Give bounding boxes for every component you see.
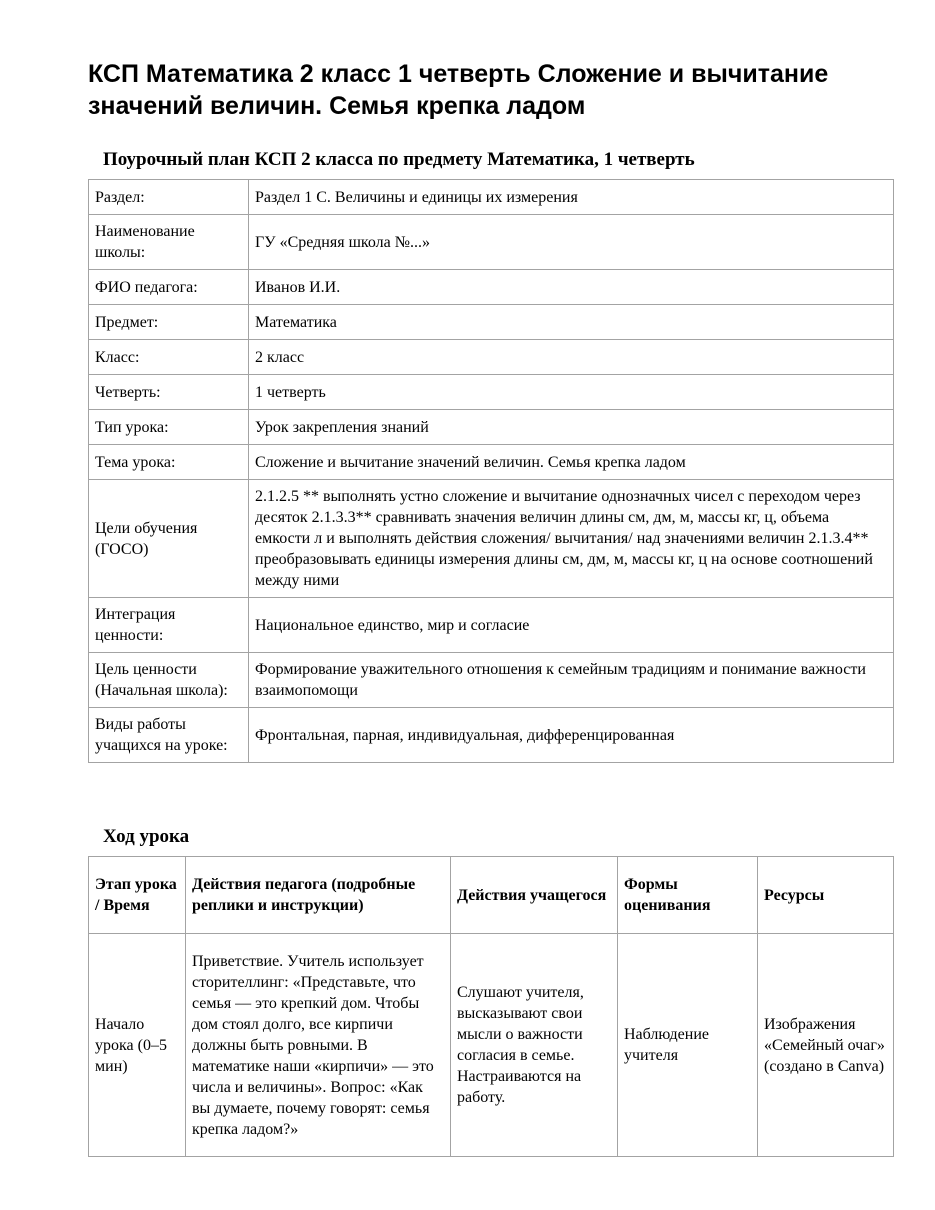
info-value: 2 класс [249,340,894,375]
info-row [89,305,894,340]
info-row [89,598,894,653]
lesson-column-header: Формы оценивания [618,857,758,934]
info-value: Национальное единство, мир и согласие [249,598,894,653]
info-row [89,445,894,480]
lesson-column-header: Действия учащегося [451,857,618,934]
lesson-cell: Слушают учителя, высказывают свои мысли о важности согласия в семье. Настраиваются на работу. [451,934,618,1157]
info-value: ГУ «Средняя школа №...» [249,215,894,270]
info-label: Цели обучения (ГОСО) [89,480,249,598]
info-row [89,653,894,708]
info-row [89,480,894,598]
info-value: Иванов И.И. [249,270,894,305]
info-value: Формирование уважительного отношения к семейным традициям и понимание важности взаимопомощи [249,653,894,708]
info-label: Раздел: [89,180,249,215]
lesson-cell: Изображения «Семейный очаг» (создано в Canva) [758,934,894,1157]
info-label: Класс: [89,340,249,375]
lesson-cell: Начало урока (0–5 мин) [89,934,186,1157]
info-row [89,410,894,445]
info-row [89,708,894,763]
document-title: КСП Математика 2 класс 1 четверть Сложение и вычитание значений величин. Семья крепка ладом [88,60,829,120]
lesson-info-table [88,179,894,763]
info-value: Математика [249,305,894,340]
info-label: Наименование школы: [89,215,249,270]
info-label: Предмет: [89,305,249,340]
lesson-column-header: Ресурсы [758,857,894,934]
lesson-table-header-row [89,857,894,934]
info-label: Цель ценности (Начальная школа): [89,653,249,708]
info-row [89,340,894,375]
info-value: 2.1.2.5 ** выполнять устно сложение и вычитание однозначных чисел с переходом через десяток 2.1.3.3** сравнивать значения величин длины см, дм, м, массы кг, ц, объема емкости л и выполнять действия сложения/ вычитания/ над значениями величин 2.1.3.4** преобразовывать единицы измерения длины см, дм, м, массы кг, ц на основе соотношений между ними [249,480,894,598]
info-label: Тип урока: [89,410,249,445]
info-value: Раздел 1 С. Величины и единицы их измерения [249,180,894,215]
lesson-cell: Наблюдение учителя [618,934,758,1157]
lesson-column-header: Этап урока / Время [89,857,186,934]
info-row [89,375,894,410]
lesson-flow-table [88,856,894,1157]
lesson-column-header: Действия педагога (подробные реплики и инструкции) [186,857,451,934]
info-label: ФИО педагога: [89,270,249,305]
info-value: Фронтальная, парная, индивидуальная, дифференцированная [249,708,894,763]
info-label: Интеграция ценности: [89,598,249,653]
info-value: Урок закрепления знаний [249,410,894,445]
info-label: Виды работы учащихся на уроке: [89,708,249,763]
lesson-row [89,934,894,1157]
info-row [89,180,894,215]
info-row [89,215,894,270]
lesson-flow-heading: Ход урока [103,826,190,847]
info-row [89,270,894,305]
plan-subtitle: Поурочный план КСП 2 класса по предмету Математика, 1 четверть [103,149,695,170]
info-value: Сложение и вычитание значений величин. Семья крепка ладом [249,445,894,480]
lesson-cell: Приветствие. Учитель использует сторителлинг: «Представьте, что семья — это крепкий дом. Чтобы дом стоял долго, все кирпичи должны быть ровными. В математике наши «кирпичи» — это числа и величины». Вопрос: «Как вы думаете, почему говорят: семья крепка ладом?» [186,934,451,1157]
info-value: 1 четверть [249,375,894,410]
info-label: Четверть: [89,375,249,410]
info-label: Тема урока: [89,445,249,480]
